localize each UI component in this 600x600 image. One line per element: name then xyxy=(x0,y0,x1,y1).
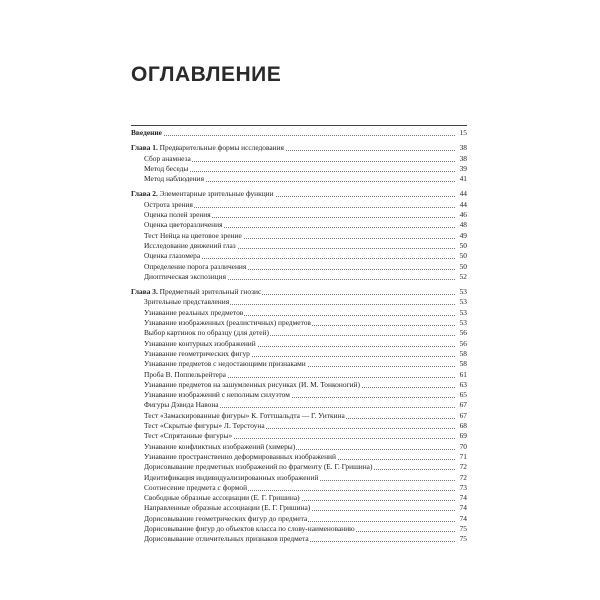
entry-page: 48 xyxy=(459,220,467,230)
chapter-page: 44 xyxy=(459,189,467,199)
chapters-list xyxy=(131,143,467,544)
toc-entry[interactable] xyxy=(131,220,467,230)
entry-page: 39 xyxy=(459,163,467,173)
entry-page: 68 xyxy=(459,421,467,431)
toc-entry[interactable] xyxy=(131,390,467,400)
entry-page: 49 xyxy=(459,230,467,240)
entry-page: 50 xyxy=(459,261,467,271)
toc-entry[interactable] xyxy=(131,493,467,503)
toc-entry[interactable] xyxy=(131,174,467,184)
entry-page: 67 xyxy=(459,400,467,410)
toc-entry[interactable] xyxy=(131,534,467,544)
entry-page: 74 xyxy=(459,513,467,523)
toc-entry[interactable] xyxy=(131,370,467,380)
entry-label: Идентификация индивидуализированных изображений xyxy=(144,472,319,482)
chapter-number: Глава 2. xyxy=(131,189,158,199)
entry-label: Тест «Спрятанные фигуры» xyxy=(144,431,233,441)
toc-entry[interactable] xyxy=(131,231,467,241)
entry-label: Острота зрения xyxy=(144,199,193,209)
entry-page: 61 xyxy=(459,369,467,379)
entry-page: 74 xyxy=(459,503,467,513)
entry-label: Узнавание конфликтных изображений (химеры) xyxy=(144,441,296,451)
entry-label: Метод беседы xyxy=(144,163,189,173)
chapter-title: Предварительные формы исследования xyxy=(159,143,284,153)
entry-page: 69 xyxy=(459,431,467,441)
toc-entry[interactable] xyxy=(131,328,467,338)
toc-entry[interactable] xyxy=(131,349,467,359)
entry-label: Узнавание изображений с неполным силуэтом xyxy=(144,390,290,400)
entry-label: Зрительные представления xyxy=(144,297,230,307)
toc-intro[interactable] xyxy=(131,128,467,138)
entry-label: Узнавание предметов на зашумленных рисунках (И. М. Тонконогий) xyxy=(144,379,360,389)
entry-page: 53 xyxy=(459,297,467,307)
entry-page: 44 xyxy=(459,199,467,209)
entry-page: 56 xyxy=(459,338,467,348)
toc-entry[interactable] xyxy=(131,272,467,282)
entry-page: 56 xyxy=(459,328,467,338)
entry-page: 38 xyxy=(459,153,467,163)
entry-label: Дорисовывание отличительных признаков предмета xyxy=(144,534,309,544)
entry-label: Сбор анамнеза xyxy=(144,153,191,163)
toc-chapter-heading[interactable] xyxy=(131,189,467,199)
top-rule xyxy=(131,125,467,126)
entry-label: Узнавание контурных изображений xyxy=(144,338,256,348)
entry-label: Дорисовывание геометрических фигур до предмета xyxy=(144,513,308,523)
entry-page: 70 xyxy=(459,441,467,451)
toc-entry[interactable] xyxy=(131,483,467,493)
toc-entry[interactable] xyxy=(131,359,467,369)
entry-page: 74 xyxy=(459,493,467,503)
dot-leader xyxy=(131,135,455,136)
page-title: ОГЛАВЛЕНИЕ xyxy=(131,63,282,86)
toc-entry[interactable] xyxy=(131,462,467,472)
toc-entry[interactable] xyxy=(131,503,467,513)
toc-entry[interactable] xyxy=(131,251,467,261)
table-of-contents xyxy=(131,128,467,545)
toc-entry[interactable] xyxy=(131,154,467,164)
toc-entry[interactable] xyxy=(131,297,467,307)
toc-entry[interactable] xyxy=(131,452,467,462)
entry-label: Исследование движений глаз xyxy=(144,240,236,250)
toc-entry[interactable] xyxy=(131,431,467,441)
entry-label: Выбор картинок по образцу (для детей) xyxy=(144,328,269,338)
entry-page: 72 xyxy=(459,472,467,482)
entry-page: 58 xyxy=(459,359,467,369)
entry-label: Дорисовывание фигур до объектов класса по слову-наименованию xyxy=(144,523,355,533)
entry-label: Узнавание предметов с недостающими признаками xyxy=(144,359,306,369)
entry-label: Фигуры Дэвида Навона xyxy=(144,400,219,410)
entry-label: Оценка полей зрения xyxy=(144,210,211,220)
entry-label: Узнавание изображенных (реалистичных) предметов xyxy=(144,318,311,328)
toc-entry[interactable] xyxy=(131,210,467,220)
toc-entry[interactable] xyxy=(131,164,467,174)
toc-entry[interactable] xyxy=(131,380,467,390)
toc-entry[interactable] xyxy=(131,514,467,524)
entry-page: 72 xyxy=(459,462,467,472)
intro-page: 15 xyxy=(459,128,467,137)
chapter-page: 53 xyxy=(459,287,467,297)
entry-label: Узнавание геометрических фигур xyxy=(144,348,250,358)
toc-entry[interactable] xyxy=(131,308,467,318)
toc-entry[interactable] xyxy=(131,262,467,272)
toc-entry[interactable] xyxy=(131,339,467,349)
entry-page: 71 xyxy=(459,451,467,461)
entry-page: 75 xyxy=(459,523,467,533)
intro-label: Введение xyxy=(131,128,162,137)
entry-page: 63 xyxy=(459,379,467,389)
toc-entry[interactable] xyxy=(131,200,467,210)
chapter-title: Предметный зрительный гнозис xyxy=(159,287,262,297)
chapter-title: Элементарные зрительные функции xyxy=(159,189,274,199)
entry-label: Направленные образные ассоциации (Е. Г. Гришина) xyxy=(144,503,311,513)
dot-leader xyxy=(144,171,455,172)
toc-entry[interactable] xyxy=(131,524,467,534)
entry-page: 53 xyxy=(459,318,467,328)
toc-chapter-heading[interactable] xyxy=(131,287,467,297)
entry-page: 67 xyxy=(459,410,467,420)
entry-label: Оценка цветоразличения xyxy=(144,220,223,230)
entry-page: 75 xyxy=(459,534,467,544)
entry-label: Узнавание реальных предметов xyxy=(144,307,244,317)
entry-page: 50 xyxy=(459,240,467,250)
entry-page: 73 xyxy=(459,482,467,492)
entry-label: Тест Нейца на цветовое зрение xyxy=(144,230,242,240)
toc-entry[interactable] xyxy=(131,473,467,483)
entry-label: Тест «Замаскированные фигуры» К. Готтшальдта — Г. Уиткина xyxy=(144,410,345,420)
entry-label: Соотнесение предмета с формой xyxy=(144,482,248,492)
entry-label: Определение порога различения xyxy=(144,261,247,271)
toc-chapter-heading[interactable] xyxy=(131,143,467,153)
toc-entry[interactable] xyxy=(131,442,467,452)
toc-entry[interactable] xyxy=(131,411,467,421)
entry-label: Проба В. Поппельрейтера xyxy=(144,369,226,379)
entry-page: 65 xyxy=(459,390,467,400)
entry-page: 58 xyxy=(459,348,467,358)
entry-label: Тест «Скрытые фигуры» Л. Терстоуна xyxy=(144,421,265,431)
entry-label: Оценка глазомера xyxy=(144,251,201,261)
entry-label: Узнавание пространственно деформированных изображений xyxy=(144,451,336,461)
toc-entry[interactable] xyxy=(131,400,467,410)
entry-page: 41 xyxy=(459,174,467,184)
entry-label: Метод наблюдения xyxy=(144,174,204,184)
toc-entry[interactable] xyxy=(131,318,467,328)
entry-label: Дорисовывание предметных изображений по фрагменту (Е. Г. Гришина) xyxy=(144,462,373,472)
entry-page: 46 xyxy=(459,210,467,220)
entry-page: 53 xyxy=(459,307,467,317)
entry-label: Свободные образные ассоциации (Е. Г. Гришина) xyxy=(144,493,300,503)
chapter-number: Глава 3. xyxy=(131,287,158,297)
chapter-page: 38 xyxy=(459,143,467,153)
chapter-number: Глава 1. xyxy=(131,143,158,153)
entry-label: Диоптическая экспозиция xyxy=(144,271,226,281)
entry-page: 52 xyxy=(459,271,467,281)
entry-page: 50 xyxy=(459,251,467,261)
toc-entry[interactable] xyxy=(131,421,467,431)
toc-entry[interactable] xyxy=(131,241,467,251)
